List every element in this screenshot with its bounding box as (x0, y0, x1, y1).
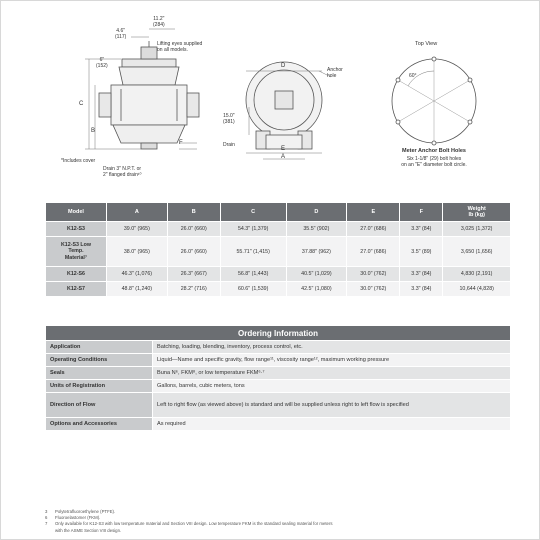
col-header-f: F (400, 203, 443, 222)
dim-top-label (153, 16, 165, 28)
table-row (46, 282, 511, 297)
anchor-bolt-caption-title: Meter Anchor Bolt Holes (402, 148, 466, 154)
table-cell: 39.0" (965) (107, 222, 168, 237)
footnote-number: 7 (45, 521, 48, 527)
dim-f-label: F (179, 140, 183, 146)
col-header-model: Model (46, 203, 107, 222)
drain-note: Drain 3" N.P.T. or 2" flanged drain¹⁰ (103, 166, 142, 178)
ordering-information-table (45, 325, 511, 431)
col-header-a: A (107, 203, 168, 222)
table-cell: 30.0" (762) (347, 282, 400, 297)
table-cell: 28.2" (716) (167, 282, 220, 297)
model-cell: K12-S3 Low Temp. Material⁷ (46, 237, 107, 267)
ordering-row (46, 341, 511, 354)
footnote-text: with the ASME Section VIII design. (55, 527, 122, 533)
ordering-label: Seals (46, 367, 153, 380)
footnote-text: Polytetrafluoroethylene (PTFE). (55, 509, 116, 514)
footnote-text: Only available for K12-S3 with low temperature material and Section VIII design. Low temperature FKM is the standard sealing material for meters (55, 521, 333, 527)
table-cell: 3.3" (84) (400, 222, 443, 237)
dim-lower-label (96, 57, 108, 69)
dim-lower-value: 6" (99, 57, 105, 63)
table-cell: 56.8" (1,443) (220, 267, 286, 282)
table-cell: 54.3" (1,379) (220, 222, 286, 237)
dim-a-label: A (281, 154, 286, 160)
table-cell: 3,025 (1,372) (443, 222, 511, 237)
col-header-weight: Weight lb (kg) (443, 203, 511, 222)
col-header-c: C (220, 203, 286, 222)
dim-side-value: 15.0" (223, 113, 235, 119)
table-cell: 42.5" (1,080) (286, 282, 347, 297)
table-cell: 27.0" (686) (347, 237, 400, 267)
footnote-number: 3 (45, 509, 48, 514)
table-cell: 38.0" (965) (107, 237, 168, 267)
footnotes (45, 509, 515, 534)
ordering-value: Gallons, barrels, cubic meters, tons (153, 380, 511, 393)
top-view-title: Top View (415, 41, 438, 47)
table-row (46, 222, 511, 237)
ordering-row (46, 393, 511, 418)
table-cell: 26.0" (660) (167, 237, 220, 267)
dim-top-value: 11.2" (153, 16, 165, 22)
ordering-value: Left to right flow (as viewed above) is standard and will be supplied unless right to left flow is specified (153, 393, 511, 418)
table-cell: 27.0" (686) (347, 222, 400, 237)
table-cell: 46.3" (1,076) (107, 267, 168, 282)
side-view-meter (99, 41, 199, 149)
ordering-label: Application (46, 341, 153, 354)
col-header-e: E (347, 203, 400, 222)
anchor-hole-label: Anchor hole (327, 67, 343, 79)
col-header-b: B (167, 203, 220, 222)
table-cell: 55.71" (1,415) (220, 237, 286, 267)
col-header-d: D (286, 203, 347, 222)
model-cell: K12-S7 (46, 282, 107, 297)
ordering-title: Ordering Information (46, 326, 511, 341)
includes-cover-note: *Includes cover (61, 158, 96, 164)
ordering-value: Liquid—Name and specific gravity, flow range¹¹, viscosity range¹², maximum working pressure (153, 354, 511, 367)
dim-b-label: B (91, 128, 96, 134)
table-cell: 60.6" (1,539) (220, 282, 286, 297)
ordering-label: Operating Conditions (46, 354, 153, 367)
dim-left-value: 4.6" (116, 28, 126, 34)
dim-d-label: D (281, 63, 286, 69)
ordering-header-row (46, 326, 511, 341)
ordering-value: Batching, loading, blending, inventory, process control, etc. (153, 341, 511, 354)
dim-side-mm: (381) (223, 119, 235, 125)
dim-e-label: E (281, 146, 286, 152)
lifting-eyes-note: Lifting eyes supplied on all models. (157, 41, 203, 53)
table-cell: 26.3" (667) (167, 267, 220, 282)
table-row (46, 237, 511, 267)
table-cell: 3,650 (1,656) (443, 237, 511, 267)
model-cell: K12-S6 (46, 267, 107, 282)
table-cell: 35.5" (902) (286, 222, 347, 237)
dimensions-table (45, 202, 511, 297)
dim-lower-mm: (152) (96, 63, 108, 69)
table-cell: 3.3" (84) (400, 282, 443, 297)
ordering-row (46, 380, 511, 393)
footnote-text: Fluoroelastomer (FKM). (55, 515, 101, 521)
ordering-value: As required (153, 418, 511, 431)
table-cell: 3.3" (84) (400, 267, 443, 282)
dim-c-label: C (79, 101, 84, 107)
table-cell: 40.5" (1,029) (286, 267, 347, 282)
ordering-row (46, 418, 511, 431)
table-cell: 37.88" (962) (286, 237, 347, 267)
dimensions-table-header (46, 203, 511, 222)
dim-side-label (223, 113, 235, 125)
footnote-number: 6 (45, 515, 48, 521)
dimension-drawings (1, 1, 540, 196)
table-cell: 30.0" (762) (347, 267, 400, 282)
top-view-circle (392, 57, 476, 145)
ordering-label: Direction of Flow (46, 393, 153, 418)
ordering-row (46, 354, 511, 367)
table-cell: 48.8" (1,240) (107, 282, 168, 297)
dim-left-label (115, 28, 126, 40)
drain-label: Drain (223, 142, 235, 148)
dim-left-mm: (117) (115, 34, 127, 40)
model-cell: K12-S3 (46, 222, 107, 237)
anchor-bolt-caption-body: Six 1-1/8" (29) bolt holes on an "E" diameter bolt circle. (401, 156, 467, 168)
front-view-meter (246, 62, 322, 149)
table-cell: 26.0" (660) (167, 222, 220, 237)
table-cell: 10,644 (4,828) (443, 282, 511, 297)
dim-top-mm: (284) (153, 22, 165, 28)
table-row (46, 267, 511, 282)
footnote (45, 528, 515, 534)
table-cell: 4,830 (2,191) (443, 267, 511, 282)
ordering-value: Buna N⁶, FKM⁸, or low temperature FKM⁶·⁷ (153, 367, 511, 380)
ordering-label: Options and Accessories (46, 418, 153, 431)
ordering-label: Units of Registration (46, 380, 153, 393)
angle-label: 60° (409, 73, 417, 79)
ordering-row (46, 367, 511, 380)
table-cell: 3.5" (89) (400, 237, 443, 267)
